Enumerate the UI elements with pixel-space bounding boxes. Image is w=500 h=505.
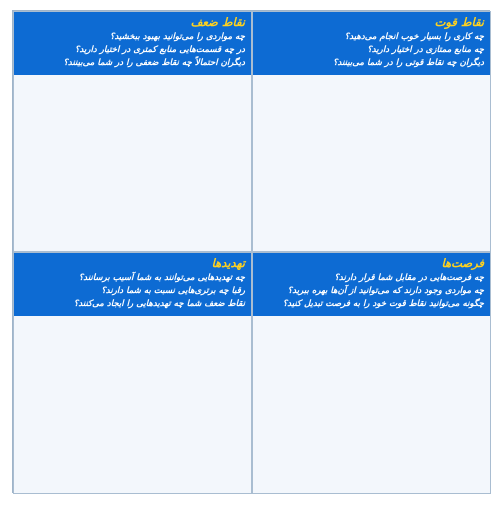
- threats-question: رقبا چه برتری‌هایی نسبت به شما دارند؟: [101, 286, 245, 297]
- opportunities-question: چگونه می‌توانید نقاط قوت خود را به فرصت تبدیل کنید؟: [282, 299, 484, 310]
- weaknesses-title: نقاط ضعف: [190, 15, 245, 29]
- strengths-header: [253, 12, 490, 75]
- strengths-quadrant: [252, 11, 491, 252]
- swot-grid: [12, 10, 490, 493]
- threats-question: نقاط ضعف شما چه تهدیدهایی را ایجاد می‌کنند؟: [73, 299, 245, 310]
- weaknesses-question: چه مواردی را می‌توانید بهبود ببخشید؟: [109, 32, 245, 42]
- threats-quadrant: [13, 252, 252, 494]
- strengths-question: چه کاری را بسیار خوب انجام می‌دهید؟: [344, 32, 484, 42]
- opportunities-question: چه فرصت‌هایی در مقابل شما قرار دارند؟: [334, 273, 484, 283]
- opportunities-question: چه مواردی وجود دارند که می‌توانید از آن‌ها بهره ببرید؟: [287, 286, 484, 297]
- weaknesses-question: دیگران احتمالاً چه نقاط ضعفی را در شما می‌بینند؟: [63, 58, 245, 69]
- opportunities-title: فرصت‌ها: [441, 256, 484, 270]
- opportunities-header: [253, 253, 490, 316]
- weaknesses-question: در چه قسمت‌هایی منابع کمتری در اختیار دارید؟: [74, 45, 245, 56]
- weaknesses-header: [14, 12, 251, 75]
- threats-title: تهدیدها: [211, 256, 245, 270]
- strengths-question: چه منابع ممتازی در اختیار دارید؟: [367, 45, 484, 56]
- opportunities-quadrant: [252, 252, 491, 494]
- threats-header: [14, 253, 251, 316]
- strengths-title: نقاط قوت: [434, 15, 484, 29]
- weaknesses-quadrant: [13, 11, 252, 252]
- strengths-question: دیگران چه نقاط قوتی را در شما می‌بینند؟: [333, 58, 484, 69]
- threats-question: چه تهدیدهایی می‌توانند به شما آسیب برسانند؟: [78, 273, 245, 283]
